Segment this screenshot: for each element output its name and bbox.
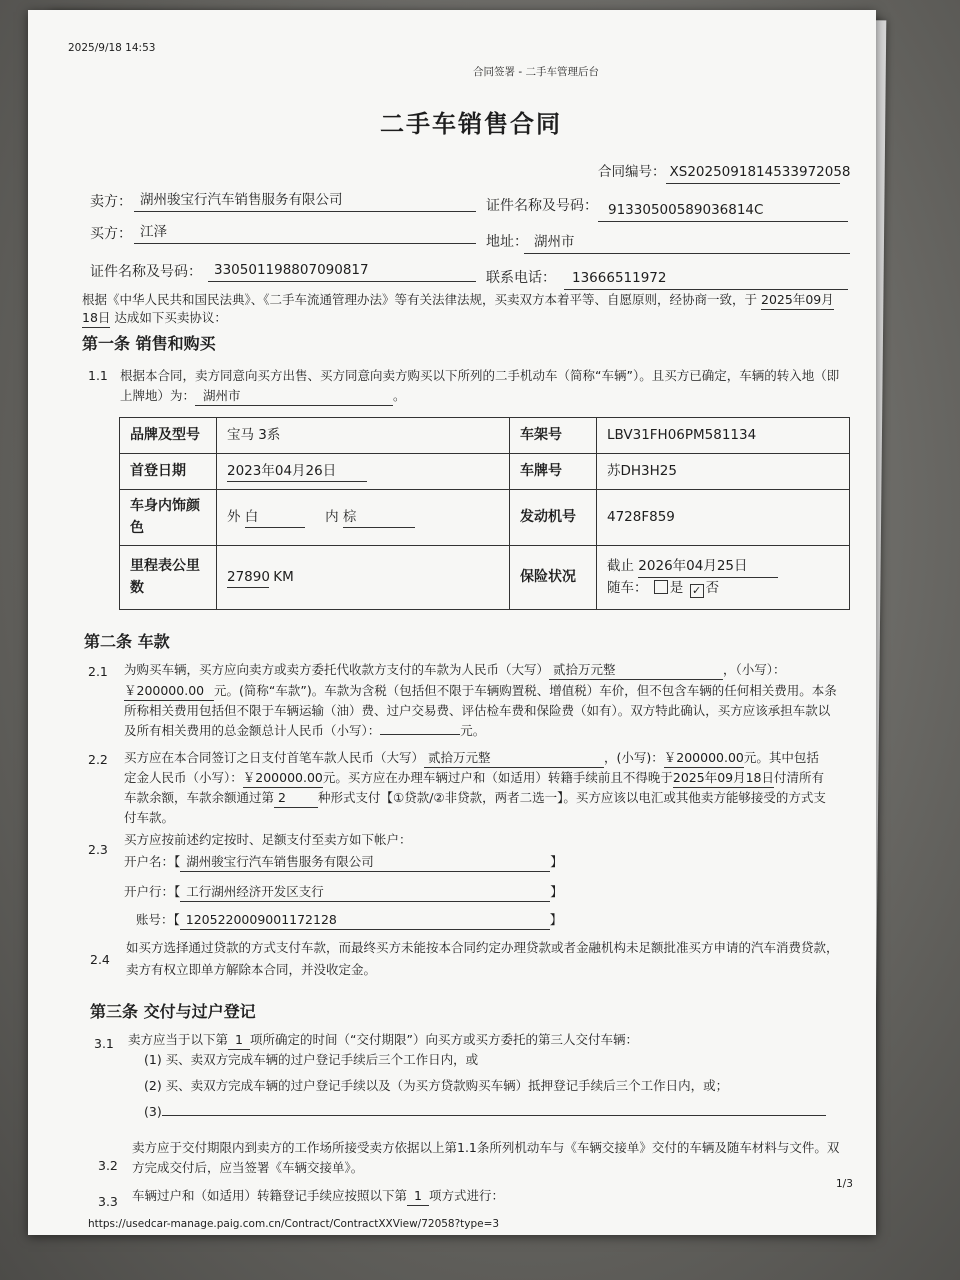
clause-2-1-text-d: 及所有相关费用的总金额总计人民币（小写）： <box>124 723 381 738</box>
clause-2-1-text-b: ，（小写）： <box>723 662 786 677</box>
clause-2-2-upper: 贰拾万元整 <box>424 748 604 768</box>
clause-3-2-line2: 方完成交付后，应当签署《车辆交接单》。 <box>132 1160 364 1175</box>
clause-3-3-num: 3.3 <box>98 1194 118 1209</box>
clause-2-1-text-a: 为购买车辆，买方应向卖方或卖方委托代收款方支付的车款为人民币（大写） <box>124 662 550 677</box>
clause-3-1-line <box>128 1030 638 1050</box>
engine-value: 4728F859 <box>597 490 850 546</box>
reg-date-label: 首登日期 <box>120 454 217 490</box>
account-name-row <box>124 852 563 872</box>
clause-2-4-num: 2.4 <box>90 952 110 967</box>
preamble-date-month: 2025年09月 <box>761 290 834 310</box>
contract-number-row <box>598 162 851 184</box>
exterior-color: 白 <box>245 507 305 529</box>
account-bank-row <box>124 882 563 902</box>
color-label: 车身内饰颜色 <box>120 490 217 546</box>
plate-label: 车牌号 <box>510 454 597 490</box>
phone-label: 联系电话： <box>486 270 556 286</box>
with-car-label: 随车： <box>607 580 648 596</box>
clause-3-3-line <box>132 1186 504 1206</box>
clause-2-2-amount: ￥200000.00 <box>664 748 744 768</box>
option-3-row <box>144 1102 826 1121</box>
engine-label: 发动机号 <box>510 490 597 546</box>
clause-3-2-line1: 卖方应于交付期限内到卖方的工作场所接受卖方依据以上第1.1条所列机动车与《车辆交接单》交付的车辆及随车材料与文件。双 <box>132 1140 840 1155</box>
account-name: 湖州骏宝行汽车销售服务有限公司 <box>180 852 550 872</box>
brand-label: 品牌及型号 <box>120 418 217 454</box>
page-url: https://usedcar-manage.paig.com.cn/Contract/ContractXXView/72058?type=3 <box>88 1218 500 1230</box>
clause-2-2-method: 2 <box>274 788 318 808</box>
insurance-label: 保险状况 <box>510 546 597 610</box>
color-cell <box>217 490 510 546</box>
vehicle-table <box>119 417 850 610</box>
no-checkbox[interactable]: ✓ <box>690 584 704 598</box>
clause-2-2-line2 <box>124 768 824 788</box>
article2-heading: 第二条 车款 <box>84 632 170 651</box>
option-2: (2) 买、卖双方完成车辆的过户登记手续以及（为买方贷款购买车辆）抵押登记手续后三个工作日内，或； <box>144 1078 729 1093</box>
brand-value: 宝马 3系 <box>217 418 510 454</box>
clause-2-1-end: 元。 <box>460 723 486 738</box>
insurance-until-label: 截止 <box>607 558 634 575</box>
clause-2-4-line2: 卖方有权立即单方解除本合同，并没收定金。 <box>126 962 377 977</box>
clause-1-1-text-a: 根据本合同，卖方同意向买方出售、买方同意向卖方购买以下所列的二手机动车（简称“车辆”）。且买方已确定，车辆的转入地（即 <box>120 368 840 383</box>
seller-name: 湖州骏宝行汽车销售服务有限公司 <box>134 190 476 212</box>
clause-2-2-line1 <box>124 748 819 768</box>
clause-2-1-amount-upper: 贰拾万元整 <box>549 660 723 680</box>
clause-2-1-line1 <box>124 660 786 680</box>
clause-3-1-text-a: 卖方应当于以下第 <box>128 1032 229 1047</box>
page-number: 1/3 <box>836 1178 853 1190</box>
account-number-label: 账号：【 <box>136 912 180 927</box>
mileage-cell <box>217 546 510 610</box>
clause-2-1-line4 <box>124 721 485 740</box>
clause-2-2-date: 2025年09月18日 <box>673 768 774 788</box>
plate-value: 苏DH3H25 <box>597 454 850 490</box>
account-bank-bracket: 】 <box>550 884 563 899</box>
clause-2-2-text-e: 元。买方应在办理车辆过户和（如适用）转籍手续前且不得晚于 <box>322 770 673 785</box>
preamble-end: 达成如下买卖协议： <box>114 310 227 325</box>
clause-3-3-text-a: 车辆过户和（如适用）转籍登记手续应按照以下第 <box>132 1188 408 1203</box>
site-title: 合同签署 - 二手车管理后台 <box>473 66 599 78</box>
reg-date-value: 2023年04月26日 <box>227 461 367 483</box>
clause-3-3-item: 1 <box>407 1186 429 1206</box>
preamble-text: 根据《中华人民共和国民法典》、《二手车流通管理办法》等有关法律法规，买卖双方本着平等、自愿原则，经协商一致，于 <box>82 292 758 307</box>
account-number-bracket: 】 <box>549 912 563 927</box>
buyer-address: 湖州市 <box>524 232 850 254</box>
no-label: 否 <box>705 580 720 596</box>
option-3-blank <box>162 1115 826 1116</box>
interior-color: 棕 <box>343 507 415 529</box>
transfer-city: 湖州市 <box>195 386 393 406</box>
vin-value: LBV31FH06PM581134 <box>597 418 850 454</box>
address-label: 地址： <box>486 234 528 250</box>
contract-number: XS2025091814533972058 <box>666 162 840 184</box>
preamble-date-day: 18日 <box>82 308 110 328</box>
clause-2-2-num: 2.2 <box>88 752 108 767</box>
clause-2-1-line3: 所称相关费用包括但不限于车辆运输（油）费、过户交易费、评估检车费和保险费（如有）。双方特此确认，买方应该承担车款以 <box>124 703 831 718</box>
clause-2-3-text: 买方应按前述约定按时、足额支付至卖方如下帐户： <box>124 832 412 847</box>
seller-label: 卖方： <box>90 194 132 210</box>
article3-heading: 第三条 交付与过户登记 <box>90 1002 256 1021</box>
option-1: (1) 买、卖双方完成车辆的过户登记手续后三个工作日内，或 <box>144 1052 479 1067</box>
clause-2-1-total-blank <box>380 734 460 735</box>
clause-2-4-line1: 如买方选择通过贷款的方式支付车款，而最终买方未能按本合同约定办理贷款或者金融机构未足额批准买方申请的汽车消费贷款， <box>126 940 839 955</box>
account-name-bracket: 】 <box>550 854 563 869</box>
mileage-value: 27890 <box>227 567 269 589</box>
reg-date-cell <box>217 454 510 490</box>
clause-1-1-num: 1.1 <box>88 368 108 383</box>
clause-2-2-text-a: 买方应在本合同签订之日支付首笔车款人民币（大写） <box>124 750 425 765</box>
seller-id: 91330500589036814C <box>598 200 848 222</box>
clause-3-1-num: 3.1 <box>94 1036 114 1051</box>
clause-2-1-num: 2.1 <box>88 664 108 679</box>
clause-2-3-num: 2.3 <box>88 842 108 857</box>
buyer-id: 330501198807090817 <box>208 260 476 282</box>
account-bank: 工行湖州经济开发区支行 <box>180 882 550 902</box>
seller-id-label: 证件名称及号码： <box>486 198 598 214</box>
clause-2-2-line3 <box>124 788 826 808</box>
buyer-id-label: 证件名称及号码： <box>90 264 202 280</box>
interior-prefix: 内 <box>325 508 339 525</box>
clause-1-1-text-b: 上牌地）为： <box>120 388 196 403</box>
print-timestamp: 2025/9/18 14:53 <box>68 42 156 54</box>
preamble-line2 <box>82 308 227 328</box>
vin-label: 车架号 <box>510 418 597 454</box>
clause-2-2-text-c: 元。其中包括 <box>743 750 819 765</box>
account-number: 1205220009001172128 <box>180 910 550 930</box>
clause-2-2-text-g: 车款余额，车款余额通过第 <box>124 790 275 805</box>
insurance-until-date: 2026年04月25日 <box>638 556 778 578</box>
clause-1-1-line2 <box>120 386 406 406</box>
clause-2-1-text-c: 元。(简称“车款”)。车款为含税（包括但不限于车辆购置税、增值税）车价，但不包含车辆的任何相关费用。本条 <box>214 683 837 698</box>
yes-label: 是 <box>669 580 684 596</box>
clause-3-1-item: 1 <box>228 1030 250 1050</box>
buyer-name: 江泽 <box>134 222 476 244</box>
account-bank-label: 开户行：【 <box>124 884 181 899</box>
option-3-label: (3) <box>144 1104 162 1119</box>
contract-page <box>28 10 876 1235</box>
contract-number-label: 合同编号： <box>598 164 666 180</box>
clause-3-3-text-b: 项方式进行： <box>429 1188 505 1203</box>
yes-checkbox[interactable] <box>654 580 668 594</box>
insurance-cell <box>597 546 850 610</box>
contract-title: 二手车销售合同 <box>380 110 562 138</box>
clause-2-2-deposit: ￥200000.00 <box>243 768 323 788</box>
mileage-unit: KM <box>273 568 294 585</box>
buyer-label: 买方： <box>90 226 132 242</box>
clause-2-2-line4: 付车款。 <box>124 810 175 825</box>
clause-2-1-amount: ￥200000.00 <box>124 681 214 701</box>
exterior-prefix: 外 <box>227 508 241 525</box>
clause-2-2-text-b: ，(小写)： <box>604 750 664 765</box>
clause-2-1-line2 <box>124 681 837 701</box>
account-number-row <box>136 910 562 930</box>
account-name-label: 开户名：【 <box>124 854 181 869</box>
article1-heading: 第一条 销售和购买 <box>82 334 216 353</box>
clause-3-1-text-b: 项所确定的时间（“交付期限”）向买方或买方委托的第三人交付车辆： <box>250 1032 638 1047</box>
buyer-phone: 13666511972 <box>564 268 848 290</box>
clause-3-2-num: 3.2 <box>98 1158 118 1173</box>
mileage-label: 里程表公里数 <box>120 546 217 610</box>
clause-1-1-end: 。 <box>393 388 406 403</box>
clause-2-2-text-d: 定金人民币（小写）： <box>124 770 243 785</box>
clause-2-2-text-f: 付清所有 <box>774 770 825 785</box>
clause-2-2-text-h: 种形式支付【①贷款/②非贷款，两者二选一】。买方应该以电汇或其他卖方能够接受的方式支 <box>318 790 826 805</box>
